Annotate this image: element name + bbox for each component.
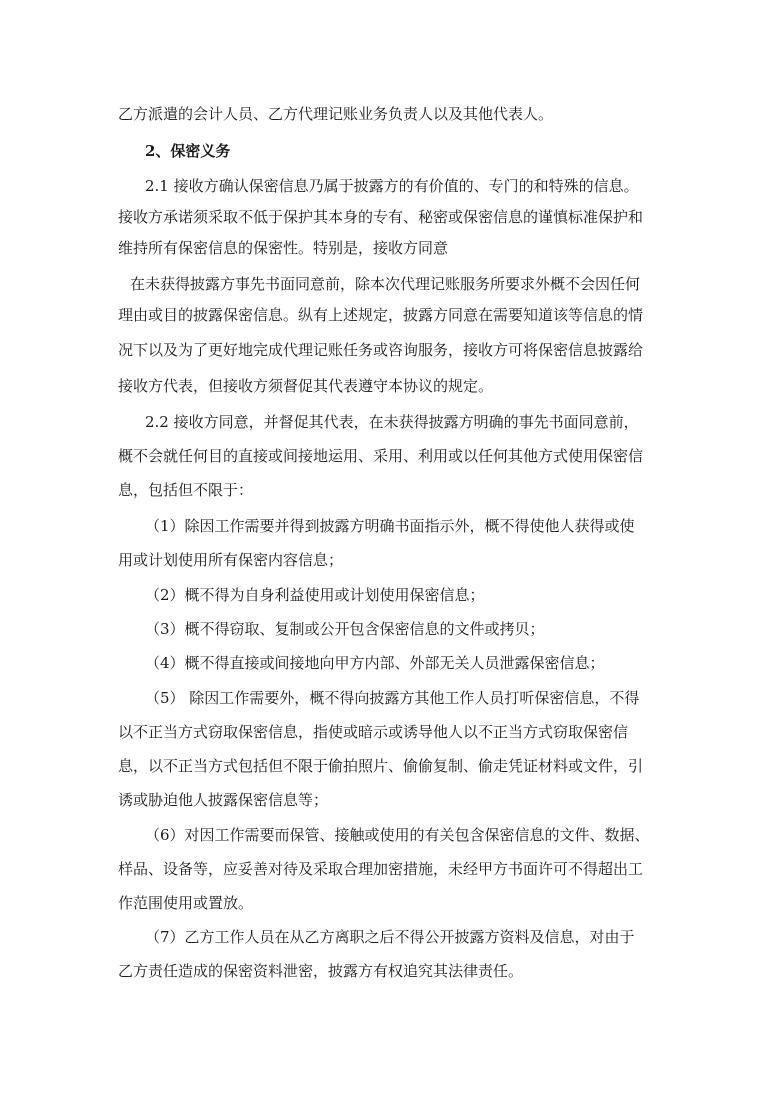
paragraph-2-1-line-1: 2.1 接收方确认保密信息乃属于披露方的有价值的、专门的和特殊的信息。 <box>145 177 639 195</box>
consent-paragraph-line-3: 况下以及为了更好地完成代理记账任务或咨询服务，接收方可将保密信息披露给 <box>118 341 644 359</box>
paragraph-2-2-line-3: 息，包括但不限于： <box>118 481 254 499</box>
item-7-line-1: （7）乙方工作人员在从乙方离职之后不得公开披露方资料及信息，对由于 <box>145 928 635 946</box>
consent-paragraph-line-2: 理由或目的披露保密信息。纵有上述规定，披露方同意在需要知道该等信息的情 <box>118 306 644 324</box>
item-1-line-2: 用或计划使用所有保密内容信息； <box>118 551 344 569</box>
item-6-line-3: 作范围使用或置放。 <box>118 894 254 912</box>
item-2: （2）概不得为自身利益使用或计划使用保密信息； <box>145 586 485 604</box>
item-6-line-2: 样品、设备等，应妥善对待及采取合理加密措施，未经甲方书面许可不得超出工 <box>118 860 644 878</box>
item-5-line-3: 息，以不正当方式包括但不限于偷拍照片、偷偷复制、偷走凭证材料或文件，引 <box>118 757 644 775</box>
paragraph-2-2-line-2: 概不会就任何目的直接或间接地运用、采用、利用或以任何其他方式使用保密信 <box>118 447 644 465</box>
item-5-line-1: （5） 除因工作需要外，概不得向披露方其他工作人员打听保密信息，不得 <box>145 689 640 707</box>
consent-paragraph-line-1: 在未获得披露方事先书面同意前，除本次代理记账服务所要求外概不会因任何 <box>130 275 641 293</box>
item-7-line-2: 乙方责任造成的保密资料泄密，披露方有权追究其法律责任。 <box>118 962 524 980</box>
consent-paragraph-line-4: 接收方代表，但接收方须督促其代表遵守本协议的规定。 <box>118 377 494 395</box>
paragraph-2-2-line-1: 2.2 接收方同意，并督促其代表，在未获得披露方明确的事先书面同意前， <box>145 413 639 431</box>
item-5-line-4: 诱或胁迫他人披露保密信息等； <box>118 791 329 809</box>
item-5-line-2: 以不正当方式窃取保密信息，指使或暗示或诱导他人以不正当方式窃取保密信 <box>118 723 629 741</box>
item-3: （3）概不得窃取、复制或公开包含保密信息的文件或拷贝； <box>145 620 545 638</box>
paragraph-2-1-line-3: 维持所有保密信息的保密性。特别是，接收方同意 <box>118 239 449 257</box>
item-4: （4）概不得直接或间接地向甲方内部、外部无关人员泄露保密信息； <box>145 654 605 672</box>
item-1-line-1: （1）除因工作需要并得到披露方明确书面指示外，概不得使他人获得或使 <box>145 517 635 535</box>
intro-line: 乙方派遣的会计人员、乙方代理记账业务负责人以及其他代表人。 <box>118 105 554 123</box>
section-heading: 2、保密义务 <box>145 142 231 160</box>
item-6-line-1: （6）对因工作需要而保管、接触或使用的有关包含保密信息的文件、数据、 <box>145 826 650 844</box>
paragraph-2-1-line-2: 接收方承诺须采取不低于保护其本身的专有、秘密或保密信息的谨慎标准保护和 <box>118 208 644 226</box>
